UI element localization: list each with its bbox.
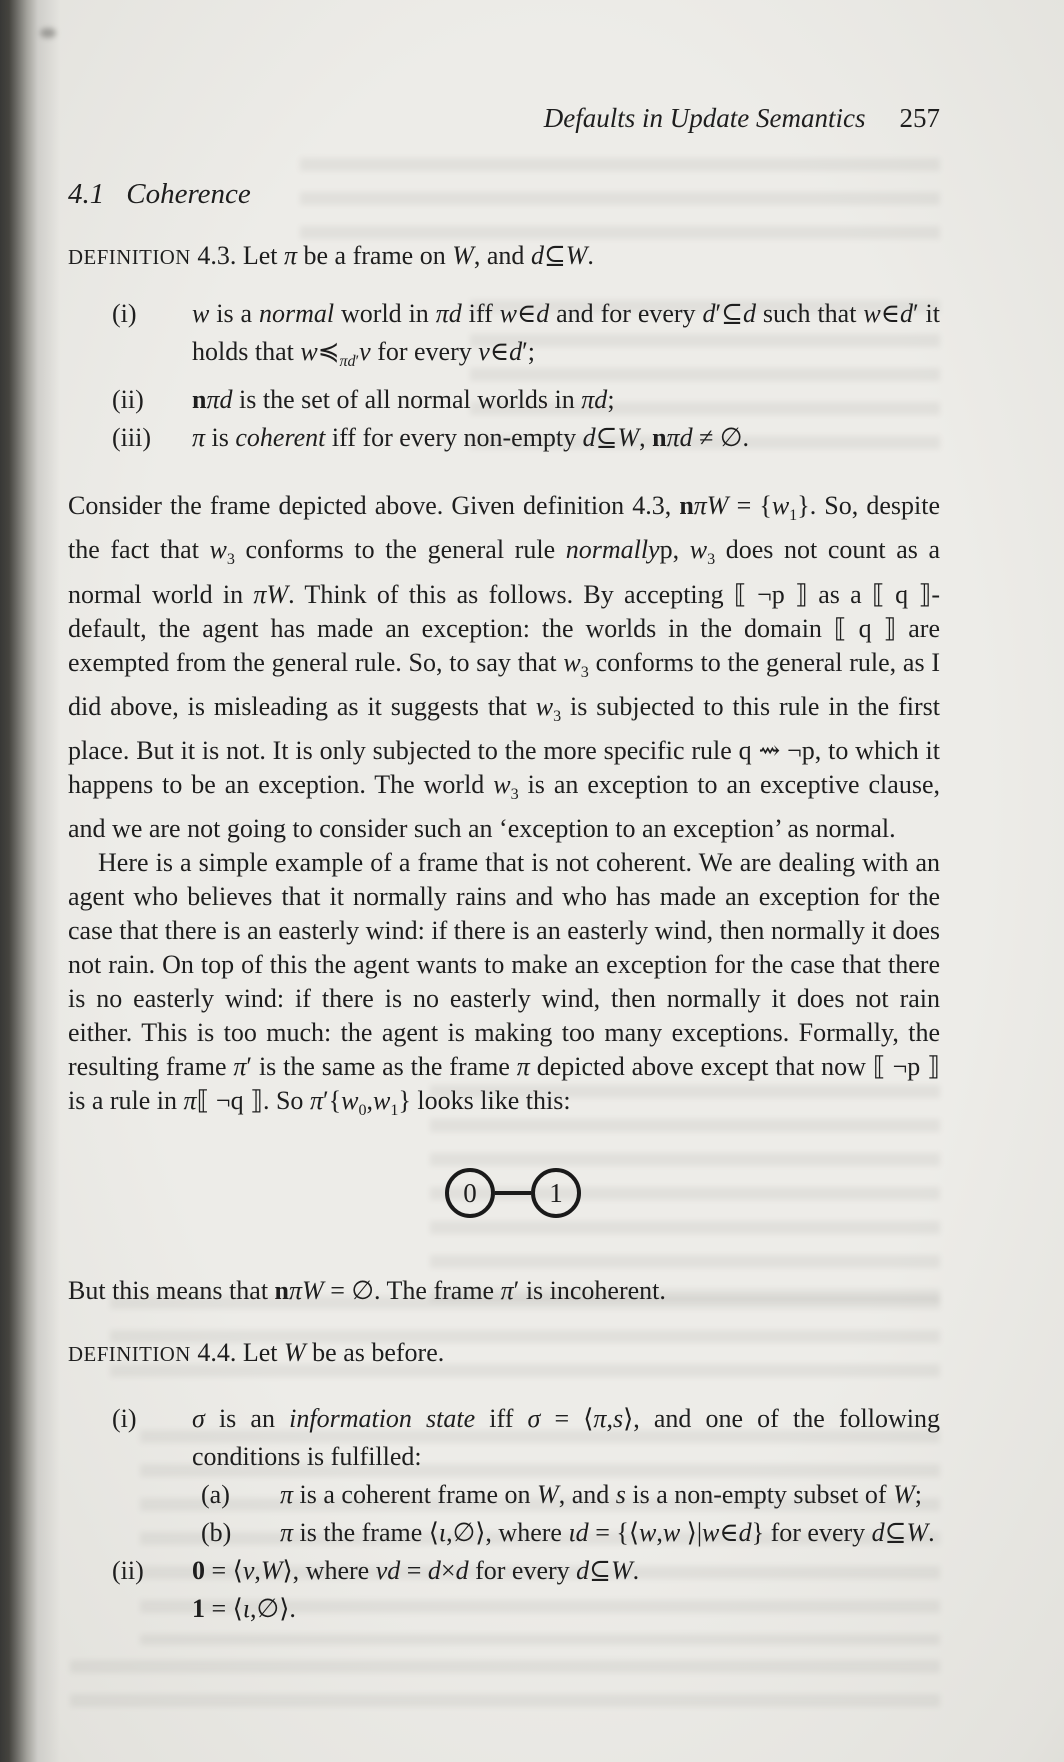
item-text: π is coherent iff for every non-empty d⊆W, nπd ≠ ∅. [192, 423, 750, 453]
world-node-0: 0 [445, 1168, 495, 1218]
list-item [68, 1552, 940, 1628]
item-label: (ii) [112, 1556, 144, 1586]
world-node-1: 1 [531, 1168, 581, 1218]
item-text: π is a coherent frame on W, and s is a non-empty subset of W; [280, 1480, 922, 1510]
item-label: (b) [201, 1518, 232, 1548]
definition-4-4-list [68, 1400, 940, 1628]
list-item [68, 1400, 940, 1476]
definition-4-3-intro: DEFINITION 4.3. Let π be a frame on W, and d⊆W. [68, 241, 594, 270]
section-heading [68, 178, 940, 211]
definition-4-4-intro: DEFINITION 4.4. Let W be as before. [68, 1338, 445, 1368]
list-item [68, 295, 940, 381]
running-title: Defaults in Update Semantics [543, 103, 866, 133]
section-number: 4.1 [68, 178, 105, 210]
list-sub-item [68, 1476, 940, 1514]
item-text: nπd is the set of all normal worlds in πd; [192, 385, 615, 415]
item-text [192, 1552, 940, 1628]
node-connector-line [495, 1191, 531, 1195]
item-label: (i) [112, 299, 137, 328]
book-spine-shadow [0, 0, 60, 1762]
item-label: (i) [112, 1404, 137, 1434]
item-text: σ is an information state iff σ = ⟨π,s⟩, and one of the following conditions is fulfilled: [192, 1404, 940, 1472]
list-item [68, 381, 940, 419]
page-number: 257 [899, 103, 940, 133]
frame-diagram [77, 1166, 949, 1220]
definition-4-3-list [68, 295, 940, 457]
equation-zero: 0 = ⟨ν,W⟩, where νd = d×d for every d⊆W. [192, 1556, 640, 1586]
item-label: (iii) [112, 423, 151, 453]
scanned-page [68, 0, 940, 1628]
running-header [68, 103, 940, 134]
scan-smudge [40, 28, 56, 38]
paragraph-incoherent-example: Here is a simple example of a frame that is not coherent. We are dealing with an agent who believes that it normally rains and who has made an exception for the case that there is an easterly wind: if there is an easterly wind, then normally it does not rain. On top of this the agent wants to make an exception for the case that there is no easterly wind: if there is no easterly wind, then normally it does not rain either. This is too much: the agent is making too many exceptions. Formally, the resulting frame π′ is the same as the frame π depicted above except that now ⟦ ¬p ⟧ is a rule in π⟦ ¬q ⟧. So $\pi'\{w_0,w_1\}$ looks like this: [68, 848, 940, 1120]
section-title: Coherence [126, 178, 251, 210]
bleed-through-text [70, 1660, 940, 1710]
equation-one: 1 = ⟨ι,∅⟩. [192, 1594, 296, 1624]
list-sub-item [68, 1514, 940, 1552]
item-label: (a) [201, 1480, 230, 1510]
incoherence-statement: But this means that nπW = ∅. The frame π′ is incoherent. [68, 1276, 666, 1306]
paragraph-coherence-discussion: Consider the frame depicted above. Given definition 4.3, $n\pi W = \{w_1\}$. So, despite the fact that $w_3$ conforms to the general rule normallyp, $w_3$ does not count as a normal world in πW. Think of this as follows. By accepting ⟦ ¬p ⟧ as a ⟦ q ⟧-default, the agent has made an exception: the worlds in the domain ⟦ q ⟧ are exempted from the general rule. So, to say that $w_3$ conforms to the general rule, as I did above, is misleading as it suggests that $w_3$ is subjected to this rule in the first place. But it is not. It is only subjected to the more specific rule q ⇝ ¬p, to which it happens to be an exception. The world $w_3$ is an exception to an exceptive clause, and we are not going to consider such an ‘exception to an exception’ as normal. [68, 491, 941, 844]
list-item [68, 419, 940, 457]
item-text: π is the frame ⟨ι,∅⟩, where ιd = {⟨w,w ⟩|w∈d} for every d⊆W. [280, 1518, 935, 1548]
item-text: w is a normal world in πd iff w∈d and for every d′⊆d such that w∈d′ it holds that $w≼_{\pi d'}v$ for every v∈d′; [192, 299, 940, 371]
item-label: (ii) [112, 385, 144, 415]
